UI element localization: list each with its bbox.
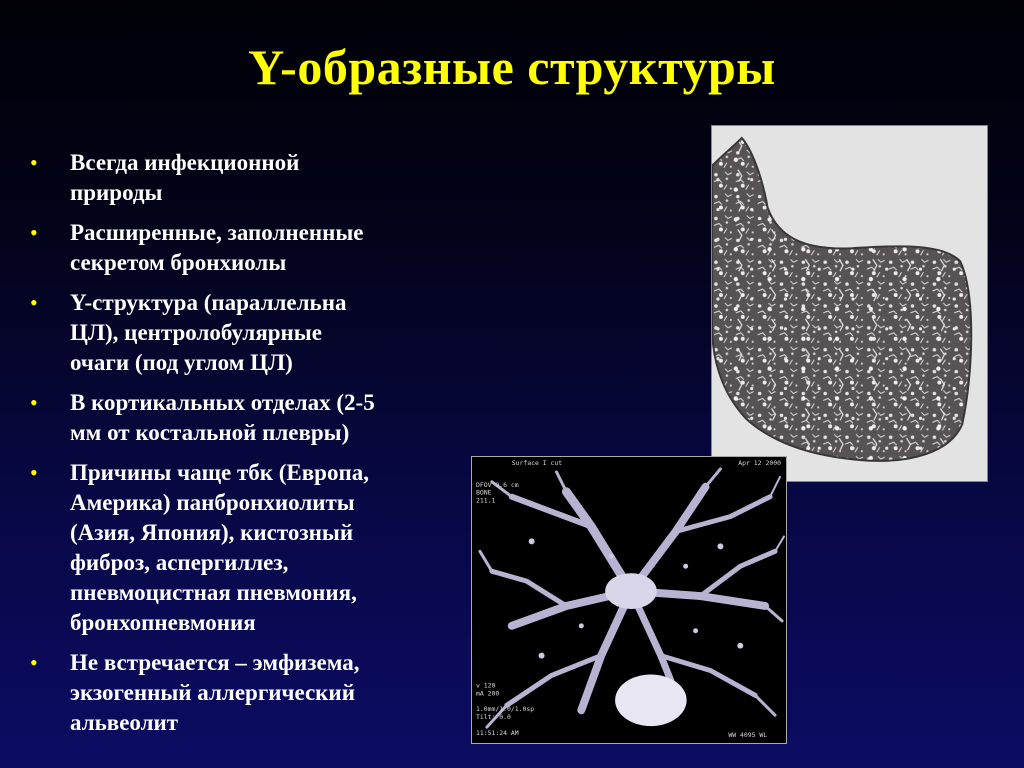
bullet-text-line: пневмоцистная пневмония, bbox=[70, 580, 357, 605]
bronchial-lower-mass bbox=[615, 674, 687, 726]
bullet-text-line: экзогенный аллергический bbox=[70, 680, 355, 705]
bullet-marker: • bbox=[30, 390, 38, 415]
bullet-text-line: мм от костальной плевры) bbox=[70, 420, 350, 445]
bullet-text-line: альвеолит bbox=[70, 710, 179, 735]
overlay-text-line: 11:51:24 AM bbox=[475, 729, 519, 738]
bullet-item bbox=[28, 148, 468, 208]
bullet-text-line: Причины чаще тбк (Европа, bbox=[70, 460, 369, 485]
lung-ct-scan-image bbox=[711, 125, 988, 482]
bullet-text-line: В кортикальных отделах (2-5 bbox=[70, 390, 375, 415]
bullet-text-line: бронхопневмония bbox=[70, 610, 256, 635]
overlay-text-line: DFOV 9.6 cm bbox=[475, 480, 519, 489]
bullet-item bbox=[28, 218, 468, 278]
overlay-text-line: Apr 12 2000 bbox=[738, 458, 781, 467]
bronchial-tree-graphic bbox=[472, 457, 786, 743]
bullet-text-line: очаги (под углом ЦЛ) bbox=[70, 350, 293, 375]
overlay-text-line: 211.1 bbox=[475, 496, 496, 505]
bullet-text-line: ЦЛ), центролобулярные bbox=[70, 320, 322, 345]
bullet-text-line: фиброз, аспергиллез, bbox=[70, 550, 289, 575]
bullet-marker: • bbox=[30, 650, 38, 675]
overlay-text-line: Surface I cut bbox=[511, 458, 563, 467]
overlay-text-line: 1.0mm/1.0/1.0sp bbox=[475, 705, 535, 714]
overlay-text-line: BONE bbox=[475, 488, 492, 497]
bullet-text-line: природы bbox=[70, 180, 163, 205]
bullet-item bbox=[28, 458, 468, 638]
bullet-text-line: Америка) панбронхиолиты bbox=[70, 490, 355, 515]
bullet-item bbox=[28, 288, 468, 378]
bronchial-tree-3d-render-image bbox=[471, 456, 787, 744]
bullet-text-line: (Азия, Япония), кистозный bbox=[70, 520, 354, 545]
overlay-text-line: WW 4095 WL bbox=[728, 731, 768, 740]
bullet-marker: • bbox=[30, 220, 38, 245]
bronchial-center-mass bbox=[605, 573, 657, 609]
bullet-text-line: Не встречается – эмфизема, bbox=[70, 650, 360, 675]
bullet-item bbox=[28, 388, 468, 448]
slide-title: Y-образные структуры bbox=[248, 39, 776, 95]
bullet-marker: • bbox=[30, 150, 38, 175]
bullet-marker: • bbox=[30, 460, 38, 485]
bullet-marker: • bbox=[30, 290, 38, 315]
bullet-text-line: Расширенные, заполненные bbox=[70, 220, 364, 245]
overlay-text-line: Tilt: 0.0 bbox=[475, 713, 511, 722]
bullet-text-line: Y-структура (параллельна bbox=[70, 290, 347, 315]
lung-ct-scan-graphic bbox=[712, 126, 987, 481]
overlay-text-line: mA 200 bbox=[475, 689, 500, 698]
bullet-list bbox=[28, 148, 468, 748]
bullet-text-line: секретом бронхиолы bbox=[70, 250, 287, 275]
overlay-text-line: v 120 bbox=[475, 681, 496, 690]
bullet-item bbox=[28, 648, 468, 738]
bullet-text-line: Всегда инфекционной bbox=[70, 150, 300, 175]
